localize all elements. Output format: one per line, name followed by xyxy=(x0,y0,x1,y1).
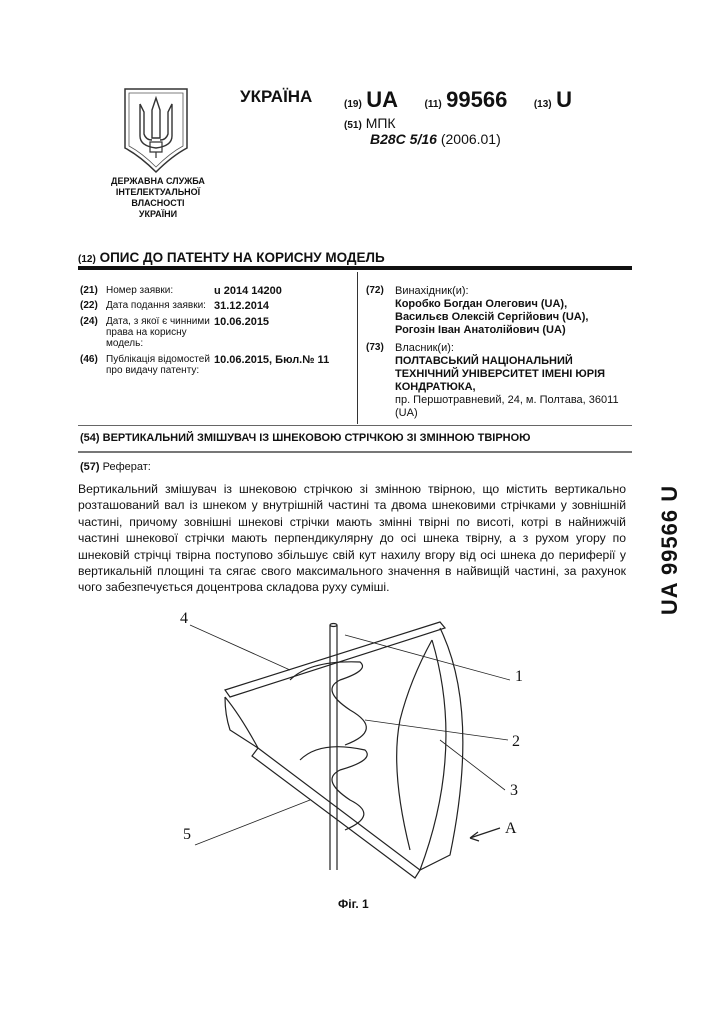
column-divider xyxy=(357,272,358,424)
office-name: ДЕРЖАВНА СЛУЖБА ІНТЕЛЕКТУАЛЬНОЇ ВЛАСНОСТІ УКРАЇНИ xyxy=(111,176,205,219)
side-publication-label: UA 99566 U xyxy=(657,484,682,616)
biblio-row: (46) Публікація відомостей про видачу патенту: 10.06.2015, Бюл.№ 11 xyxy=(80,354,330,376)
header-rule xyxy=(78,266,632,270)
country-code: UA xyxy=(366,87,399,112)
trident-emblem-icon xyxy=(122,86,190,174)
figure-label-3: 3 xyxy=(510,782,518,799)
divider xyxy=(78,425,632,426)
biblio-row: (22) Дата подання заявки: 31.12.2014 xyxy=(80,300,270,312)
figure-drawing xyxy=(170,600,510,890)
ipc-label: (51) МПК xyxy=(344,115,396,131)
biblio-row: (24) Дата, з якої є чинними права на корисну модель: 10.06.2015 xyxy=(80,316,270,349)
kind-code: U xyxy=(556,87,572,112)
publication-codes: (19) UA (11) 99566 (13) U xyxy=(344,87,572,112)
divider xyxy=(78,451,632,453)
abstract-heading: (57) Реферат: xyxy=(80,461,151,473)
abstract-text: Вертикальний змішувач із шнековою стрічкою зі змінною твірною, що містить вертикально розташований вал із шнеком у внутрішній частині та двома шнековими стрічками у зовнішній частині, причому зовнішні шнекові стрічки мають змінні твірні по висоті, котрі в найнижчій частині шнекової стрічки мають перпендикулярну до осі шнека твірну, а з рухом угору по шнековій стрічці твірна поступово збільшує свій кут нахилу вгору від осі шнека до периферії у вертикальній площині та сягає свого максимального значення в найвищій частині, за рахунок чого забезпечується доцентрова складова руху суміші. xyxy=(78,482,626,595)
figure-label-4: 4 xyxy=(180,610,188,627)
document-type: (12) ОПИС ДО ПАТЕНТУ НА КОРИСНУ МОДЕЛЬ xyxy=(78,250,385,265)
patent-number: 99566 xyxy=(446,87,508,112)
biblio-row: (21) Номер заявки: u 2014 14200 xyxy=(80,285,282,297)
figure-label-1: 1 xyxy=(515,668,523,685)
top-bar xyxy=(225,622,445,697)
bibliographic-data xyxy=(80,285,350,376)
owners: (73) Власник(и): ПОЛТАВСЬКИЙ НАЦІОНАЛЬНИЙ ТЕХНІЧНИЙ УНІВЕРСИТЕТ ІМЕНІ ЮРІЯ КОНДРАТЮКА, пр. Першотравневий, 24, м. Полтава, 36011 (UA) xyxy=(366,342,619,419)
inventors: (72) Винахідник(и): Коробко Богдан Олегович (UA), Васильєв Олексій Сергійович (UA), Рогозін Іван Анатолійович (UA) xyxy=(366,285,589,336)
country-name: УКРАЇНА xyxy=(240,87,313,106)
left-blade xyxy=(225,697,258,748)
figure-caption: Фіг. 1 xyxy=(338,897,369,911)
ipc-class: B28C 5/16 (2006.01) xyxy=(370,131,501,147)
invention-title: (54) ВЕРТИКАЛЬНИЙ ЗМІШУВАЧ ІЗ ШНЕКОВОЮ СТРІЧКОЮ ЗІ ЗМІННОЮ ТВІРНОЮ xyxy=(80,432,531,444)
arrow-label-a: A xyxy=(505,820,517,837)
figure-label-5: 5 xyxy=(183,826,191,843)
outer-blade xyxy=(420,628,463,870)
outer-blade-inner xyxy=(397,640,432,850)
figure-label-2: 2 xyxy=(512,733,520,750)
arrow-a xyxy=(470,828,500,841)
